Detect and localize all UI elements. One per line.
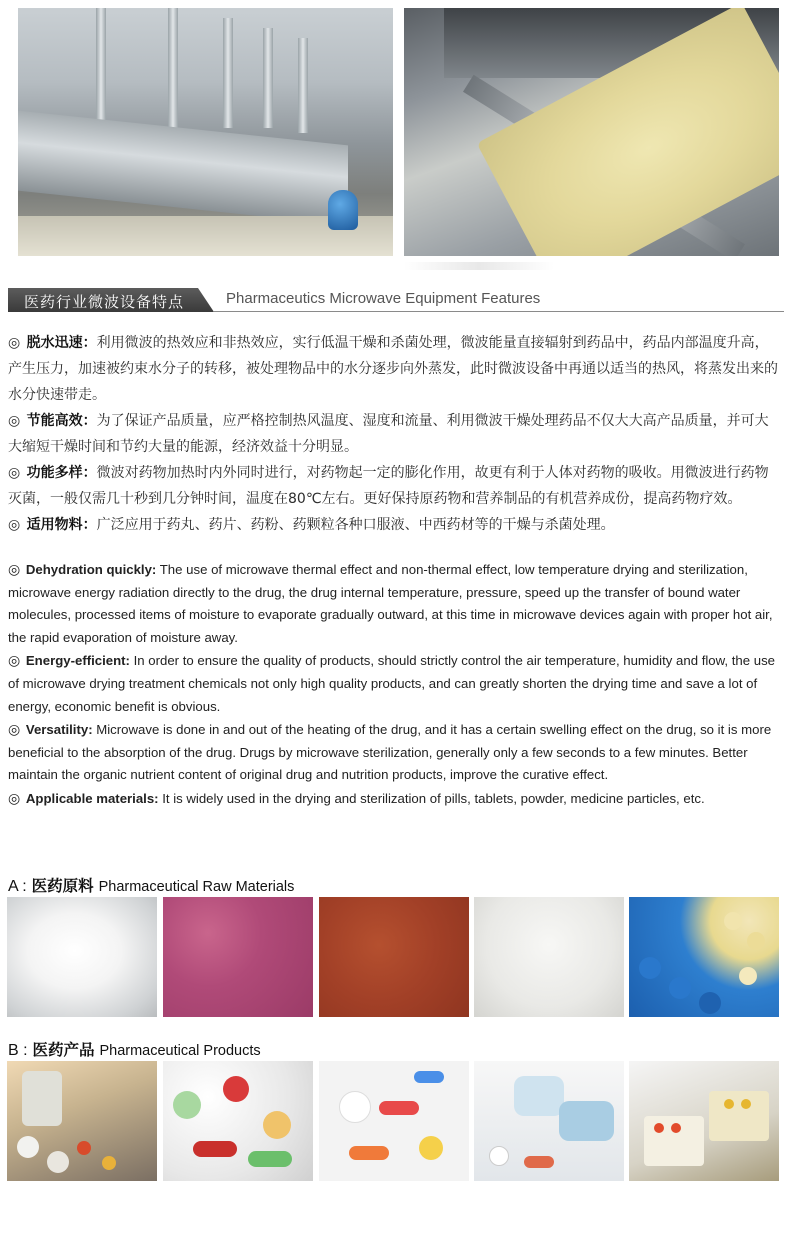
drying-belt-closeup-photo [404,8,779,256]
feature-en-text: Microwave is done in and out of the heating of the drug, and it has a certain swelling effect on the drug, so it is more beneficial to the absorption of the drug. Drugs by microwave sterilization, generally only a few seconds to a few minutes. Better maintain the organic nutrient content of original drug and nutrition products, improve the curative effect. [8,722,772,783]
section-title-cn: 医药行业微波设备特点 [24,293,185,311]
gallery-b-title-en: Pharmaceutical Products [99,1043,261,1059]
microwave-production-line-photo [18,8,393,256]
feature-en-materials [8,787,780,811]
bullet-icon: ◎ [8,721,21,738]
section-title-en: Pharmaceutics Microwave Equipment Features [226,290,541,307]
gallery-a-title [8,874,294,896]
bullet-icon: ◎ [8,335,21,351]
feature-cn-energy [8,408,780,460]
bullet-icon: ◎ [8,652,21,669]
feature-en-energy [8,649,780,718]
feature-en-text: The use of microwave thermal effect and non-thermal effect, low temperature drying and sterilization, microwave energy radiation directly to the drug, the drug internal temperature, pressure, speed up the transfer of bound water molecules, processed items of moisture to evaporate gradually outward, at this time in microwave devices again with proper hot air, the rapid evaporation of moisture away. [8,562,773,645]
feature-cn-lead: 脱水迅速： [26,335,97,351]
raw-materials-gallery [7,897,783,1017]
feature-cn-text: 为了保证产品质量，应严格控制热风温度、湿度和流量、利用微波干燥处理药品不仅大大高产品质量，并可大大缩短干燥时间和节约大量的能源，经济效益十分明显。 [8,413,769,455]
white-powder-image [7,897,157,1017]
gallery-a-letter: A : [8,878,27,895]
feature-cn-dehydration [8,330,780,408]
feature-cn-text: 利用微波的热效应和非热效应，实行低温干燥和杀菌处理，微波能量直接辐射到药品中，药品内部温度升高，产生压力，加速被约束水分子的转移，被处理物品中的水分逐步向外蒸发，此时微波设备中再通以适当的热风，将蒸发出来的水分快速带走。 [8,335,778,403]
feature-en-lead: Energy-efficient: [25,653,130,669]
photo-shadow-strip [404,262,779,270]
bullet-icon: ◎ [8,561,21,577]
bullet-icon: ◎ [8,517,21,533]
feature-cn-text: 广泛应用于药丸、药片、药粉、药颗粒各种口服液、中西药材等的干燥与杀菌处理。 [96,517,615,533]
red-powder-image [319,897,469,1017]
feature-en-versatility [8,718,780,787]
gallery-a-title-cn: 医药原料 [31,877,94,895]
pill-bottles-image [7,1061,157,1181]
gallery-b-title [8,1038,261,1060]
feature-cn-materials [8,512,780,538]
mixed-pills-image [319,1061,469,1181]
bullet-icon: ◎ [8,465,21,481]
fine-white-powder-image [474,897,624,1017]
pink-powder-image [163,897,313,1017]
bullet-icon: ◎ [8,413,21,429]
blister-packs-image [629,1061,779,1181]
feature-cn-text: 微波对药物加热时内外同时进行，对药物起一定的膨化作用，故更有利于人体对药物的吸收。用微波进行药物灭菌，一般仅需几十秒到几分钟时间，温度在80℃左右。更好保持原药物和营养制品的有机营养成份，提高药物疗效。 [8,465,769,507]
capsules-image [163,1061,313,1181]
feature-en-lead: Versatility: [25,722,93,738]
gallery-a-title-en: Pharmaceutical Raw Materials [98,879,295,895]
feature-en-lead: Applicable materials: [25,790,159,806]
section-divider [214,311,784,312]
feature-cn-lead: 适用物料： [26,517,97,533]
feature-en-dehydration [8,558,780,649]
gallery-b-title-cn: 医药产品 [32,1041,95,1059]
pill-jars-image [474,1061,624,1181]
feature-cn-lead: 节能高效： [26,413,97,429]
feature-en-lead: Dehydration quickly: [25,562,157,577]
gallery-b-letter: B : [8,1042,28,1059]
products-gallery [7,1061,783,1181]
feature-cn-lead: 功能多样： [26,465,97,481]
granules-image [629,897,779,1017]
feature-cn-versatility [8,460,780,512]
section-header [8,288,788,312]
feature-en-text: In order to ensure the quality of products, should strictly control the air temperature, humidity and flow, the use of microwave drying treatment chemicals not only high quality products, and can greatly shorten the drying time and save a lot of energy, economic benefit is obvious. [8,653,776,714]
feature-en-text: It is widely used in the drying and sterilization of pills, tablets, powder, medicine particles, etc. [158,790,705,806]
features-cn-list [8,330,780,538]
features-en-list [8,558,780,811]
bullet-icon: ◎ [8,789,21,806]
